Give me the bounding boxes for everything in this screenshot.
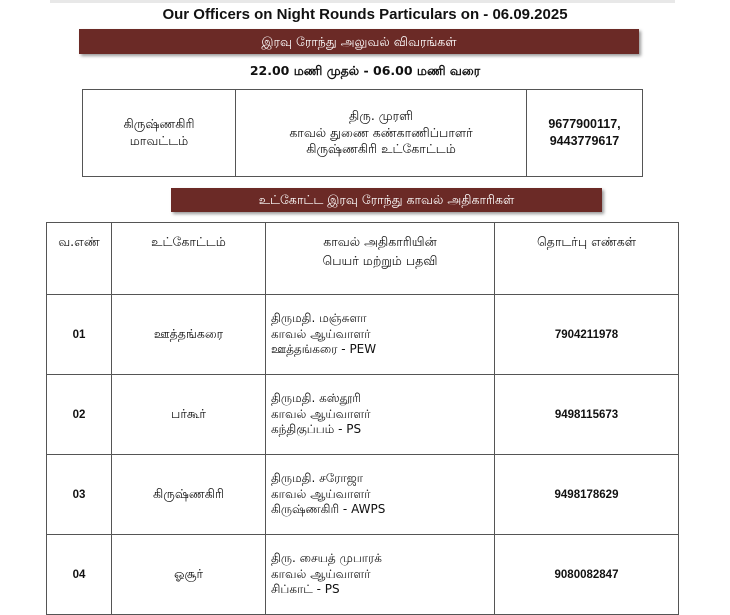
dsp-phone-1: 9677900117, — [548, 117, 621, 132]
district-cell — [83, 90, 236, 177]
row-officer — [266, 375, 495, 455]
row-phone: 9498115673 — [495, 375, 679, 455]
dsp-name: திரு. முரளி — [349, 107, 413, 123]
dsp-unit: கிருஷ்ணகிரி உட்கோட்டம் — [306, 141, 456, 157]
officers-table — [46, 222, 679, 615]
night-rounds-banner: இரவு ரோந்து அலுவல் விவரங்கள் — [79, 29, 639, 54]
row-sno: 01 — [47, 295, 112, 375]
row-officer — [266, 295, 495, 375]
officer-station: கந்திகுப்பம் - PS — [271, 422, 362, 437]
officer-rank: காவல் ஆய்வாளர் — [271, 406, 371, 421]
row-sno: 04 — [47, 535, 112, 615]
officer-station: கிருஷ்ணகிரி - AWPS — [271, 502, 386, 517]
dsp-rank: காவல் துணை கண்காணிப்பாளர் — [289, 124, 473, 140]
row-sno: 02 — [47, 375, 112, 455]
time-range: 22.00 மணி முதல் - 06.00 மணி வரை — [249, 63, 481, 78]
dsp-phone-2: 9443779617 — [549, 134, 620, 148]
officer-name: திருமதி. மஞ்சுளா — [271, 311, 367, 326]
district-name: கிருஷ்ணகிரி — [123, 116, 195, 132]
officer-station: ஊத்தங்கரை - PEW — [271, 342, 377, 357]
top-divider — [50, 0, 675, 3]
table-row — [47, 455, 679, 535]
row-subdivision: ஊத்தங்கரை — [112, 295, 266, 375]
table-row — [47, 375, 679, 455]
dsp-cell — [236, 90, 527, 177]
summary-table — [82, 89, 643, 177]
row-phone: 9080082847 — [495, 535, 679, 615]
row-officer — [266, 455, 495, 535]
table-row — [47, 535, 679, 615]
header-contact: தொடர்பு எண்கள் — [495, 223, 679, 295]
header-officer-line2: பெயர் மற்றும் பதவி — [322, 252, 438, 268]
row-subdivision: பர்கூர் — [112, 375, 266, 455]
row-officer — [266, 535, 495, 615]
row-subdivision: ஓசூர் — [112, 535, 266, 615]
header-subdivision: உட்கோட்டம் — [112, 223, 266, 295]
officer-rank: காவல் ஆய்வாளர் — [271, 326, 371, 341]
district-suffix: மாவட்டம் — [129, 133, 189, 148]
officer-rank: காவல் ஆய்வாளர் — [271, 566, 371, 581]
row-phone: 9498178629 — [495, 455, 679, 535]
officer-rank: காவல் ஆய்வாளர் — [271, 486, 371, 501]
row-subdivision: கிருஷ்ணகிரி — [112, 455, 266, 535]
table-header-row — [47, 223, 679, 295]
row-sno: 03 — [47, 455, 112, 535]
table-row — [47, 295, 679, 375]
officer-name: திருமதி. கஸ்தூரி — [271, 391, 361, 406]
subdivision-officers-banner: உட்கோட்ட இரவு ரோந்து காவல் அதிகாரிகள் — [171, 188, 602, 212]
officer-name: திரு. சையத் முபாரக் — [271, 551, 382, 566]
header-officer — [266, 223, 495, 295]
row-phone: 7904211978 — [495, 295, 679, 375]
header-officer-line1: காவல் அதிகாரியின் — [323, 234, 437, 249]
officer-station: சிப்காட் - PS — [271, 582, 340, 597]
page-title: Our Officers on Night Rounds Particulars on - 06.09.2025 — [162, 6, 568, 23]
officer-name: திருமதி. சரோஜா — [271, 471, 363, 486]
dsp-phone-cell — [527, 90, 643, 177]
header-sno: வ.எண் — [47, 223, 112, 295]
